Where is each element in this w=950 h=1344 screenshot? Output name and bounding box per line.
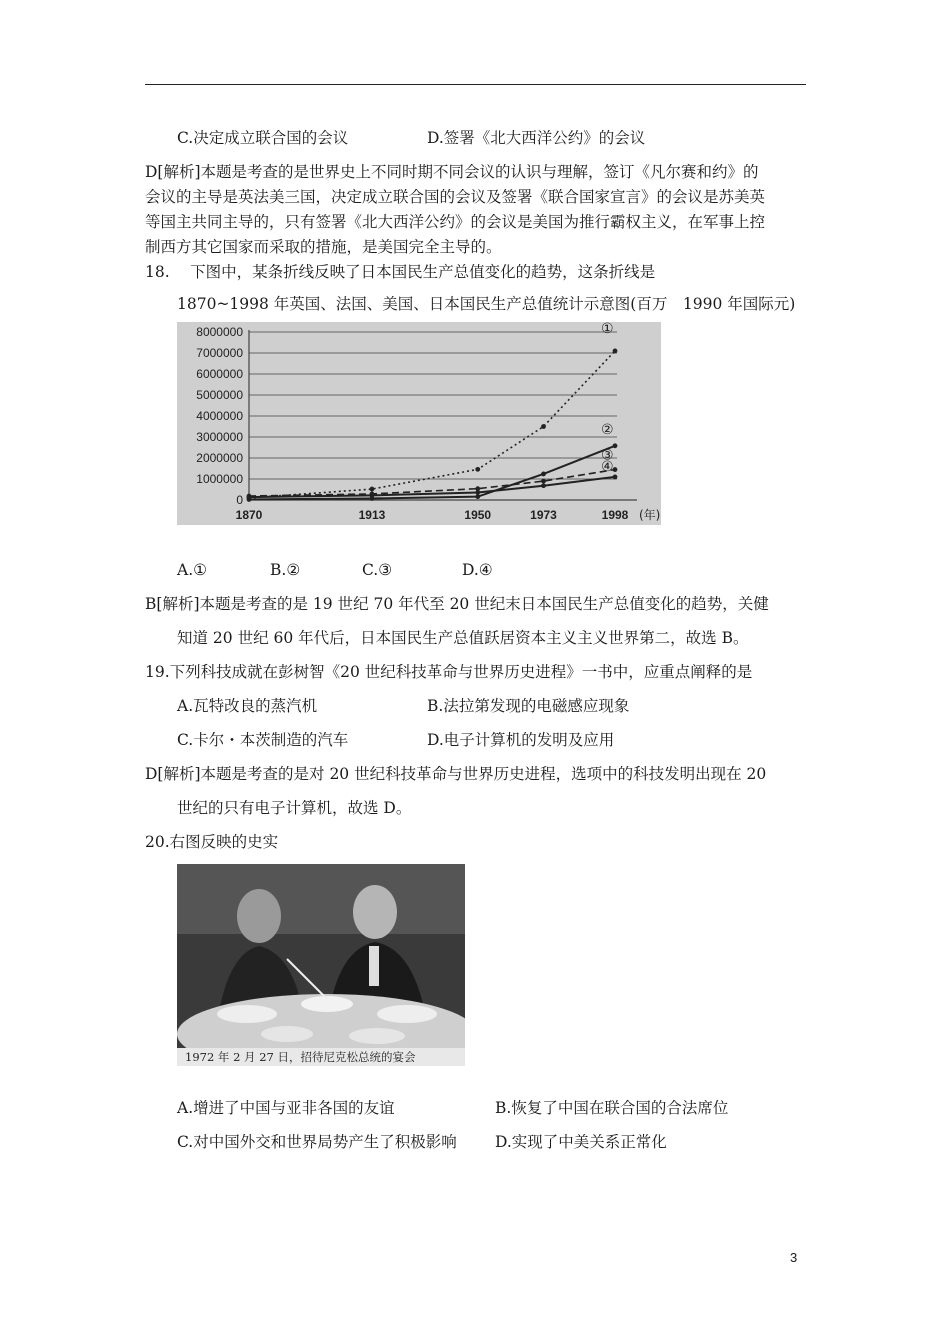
banquet-photo (177, 864, 465, 1066)
x-axis-label: (年) (639, 508, 661, 522)
q17-analysis-line: 会议的主导是英法美三国，决定成立联合国的会议及签署《联合国家宣言》的会议是苏美英 (145, 188, 766, 206)
data-point (613, 475, 618, 480)
q17-analysis-line: 制西方其它国家而采取的措施，是美国完全主导的。 (145, 238, 502, 256)
q19-analysis-line: 世纪的只有电子计算机，故选 D。 (177, 799, 412, 817)
q17-analysis-line: 等国主共同主导的，只有签署《北大西洋公约》的会议是美国为推行霸权主义，在军事上控 (145, 213, 766, 231)
x-tick-label: 1870 (235, 508, 263, 522)
q18-chart-title: 1870~1998 年英国、法国、美国、日本国民生产总值统计示意图(百万 1990 年国际元) (177, 295, 796, 313)
data-point (370, 487, 375, 492)
q19-option-d: D.电子计算机的发明及应用 (427, 731, 615, 749)
q20-option-c: C.对中国外交和世界局势产生了积极影响 (177, 1133, 457, 1151)
header-rule (145, 84, 806, 85)
q17-option-c: C.决定成立联合国的会议 (177, 129, 349, 147)
y-tick-label: 8000000 (196, 325, 243, 339)
q20-option-d: D.实现了中美关系正常化 (495, 1133, 667, 1151)
y-tick-label: 5000000 (196, 388, 243, 402)
q19-stem: 19.下列科技成就在彭树智《20 世纪科技革命与世界历史进程》一书中，应重点阐释的是 (145, 663, 753, 681)
y-tick-label: 7000000 (196, 346, 243, 360)
x-tick-label: 1913 (358, 508, 386, 522)
y-tick-label: 0 (236, 493, 243, 507)
q18-option-c: C.③ (362, 561, 393, 579)
data-point (370, 493, 375, 498)
series-line (249, 446, 615, 500)
y-tick-label: 2000000 (196, 451, 243, 465)
q18-option-a: A.① (177, 561, 208, 579)
data-point (613, 349, 618, 354)
q17-option-d: D.签署《北大西洋公约》的会议 (427, 129, 646, 147)
series-label: ② (601, 421, 614, 438)
q20-option-b: B.恢复了中国在联合国的合法席位 (495, 1099, 729, 1117)
q20-option-a: A.增进了中国与亚非各国的友谊 (177, 1099, 395, 1117)
q19-option-a: A.瓦特改良的蒸汽机 (177, 697, 318, 715)
q19-analysis-line: D[解析]本题是考查的是对 20 世纪科技革命与世界历史进程，选项中的科技发明出现在 20 (145, 765, 767, 783)
series-label: ① (601, 322, 614, 337)
q18-option-b: B.② (270, 561, 301, 579)
q18-option-d: D.④ (462, 561, 493, 579)
chart-svg (177, 322, 661, 525)
data-point (541, 483, 546, 488)
data-point (475, 494, 480, 499)
y-tick-label: 1000000 (196, 472, 243, 486)
gnp-line-chart (177, 322, 661, 525)
q18-stem: 18. 下图中，某条折线反映了日本国民生产总值变化的趋势，这条折线是 (145, 263, 656, 281)
data-point (541, 472, 546, 477)
data-point (541, 424, 546, 429)
data-point (475, 490, 480, 495)
x-tick-label: 1973 (530, 508, 557, 522)
series-line (249, 351, 615, 498)
data-point (475, 467, 480, 472)
q20-stem: 20.右图反映的史实 (145, 833, 279, 851)
y-tick-label: 6000000 (196, 367, 243, 381)
series-label: ③ (601, 447, 614, 464)
q18-analysis-line: 知道 20 世纪 60 年代后，日本国民生产总值跃居资本主义主义世界第二，故选 B。 (177, 629, 749, 647)
x-tick-label: 1998 (601, 508, 629, 522)
page-number: 3 (790, 1250, 798, 1265)
q19-option-c: C.卡尔・本茨制造的汽车 (177, 731, 349, 749)
q18-analysis-line: B[解析]本题是考查的是 19 世纪 70 年代至 20 世纪末日本国民生产总值变化的趋势，关健 (145, 595, 769, 613)
data-point (541, 479, 546, 484)
x-tick-label: 1950 (464, 508, 492, 522)
y-tick-label: 4000000 (196, 409, 243, 423)
series-label: ④ (601, 458, 614, 475)
data-point (247, 495, 252, 500)
q17-analysis-line: D[解析]本题是考查的是世界史上不同时期不同会议的认识与理解，签订《凡尔赛和约》的 (145, 163, 759, 181)
photo-caption: 1972 年 2 月 27 日，招待尼克松总统的宴会 (177, 1048, 465, 1066)
q19-option-b: B.法拉第发现的电磁感应现象 (427, 697, 630, 715)
banquet-photo-image (177, 864, 465, 1048)
y-tick-label: 3000000 (196, 430, 243, 444)
